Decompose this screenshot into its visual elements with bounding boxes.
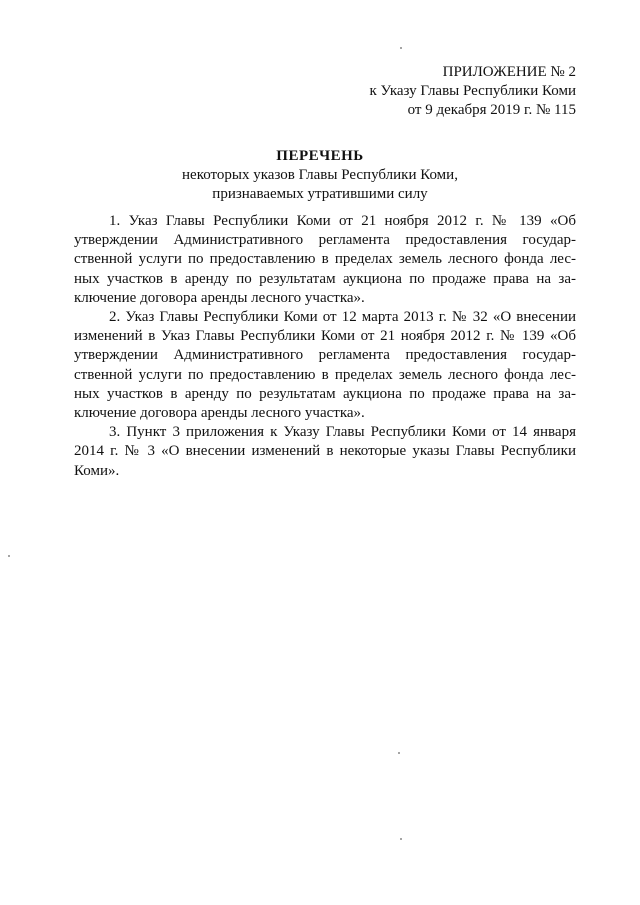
list-item-1 [74, 212, 576, 308]
list-item-line: ственной услуги по предоставлению в пределах земель лесного фонда лес- [74, 251, 576, 268]
list-item-line: Коми». [74, 462, 120, 479]
scan-speck [8, 555, 10, 557]
document-title: ПЕРЕЧЕНЬ [276, 148, 364, 164]
list-item-line: ственной услуги по предоставлению в пределах земель лесного фонда лес- [74, 366, 576, 383]
list-item-line: 2. Указ Главы Республики Коми от 12 марта 2013 г. № 32 «О внесении [109, 309, 576, 326]
document-subtitle-2: признаваемых утратившими силу [212, 186, 428, 202]
scan-speck [400, 838, 402, 840]
list-item-line: 2014 г. № 3 «О внесении изменений в некоторые указы Главы Республики [74, 443, 576, 460]
list-item-line: ных участков в аренду по результатам аукциона по продаже права на за- [74, 385, 576, 402]
scan-speck [398, 752, 400, 754]
list-item-line: утверждении Административного регламента предоставления государ- [74, 347, 576, 364]
list-item-line: изменений в Указ Главы Республики Коми от 21 ноября 2012 г. № 139 «Об [74, 328, 576, 345]
list-item-3 [74, 423, 576, 481]
list-item-line: 1. Указ Главы Республики Коми от 21 ноября 2012 г. № 139 «Об [109, 213, 576, 229]
appendix-decree-ref: к Указу Главы Республики Коми [369, 83, 576, 99]
list-item-line: 3. Пункт 3 приложения к Указу Главы Республики Коми от 14 января [109, 424, 576, 441]
scan-speck [400, 47, 402, 49]
list-item-line: ных участков в аренду по результатам аукциона по продаже права на за- [74, 270, 576, 287]
list-item-line: утверждении Административного регламента предоставления государ- [74, 232, 576, 249]
appendix-number: ПРИЛОЖЕНИЕ № 2 [442, 64, 576, 80]
list-item-2 [74, 308, 576, 423]
list-item-line: ключение договора аренды лесного участка». [74, 405, 365, 422]
document-heading [0, 147, 640, 204]
appendix-header [369, 63, 576, 120]
list-item-line: ключение договора аренды лесного участка». [74, 289, 365, 306]
document-body [74, 212, 576, 481]
appendix-decree-date: от 9 декабря 2019 г. № 115 [407, 102, 576, 118]
document-subtitle-1: некоторых указов Главы Республики Коми, [182, 167, 458, 183]
